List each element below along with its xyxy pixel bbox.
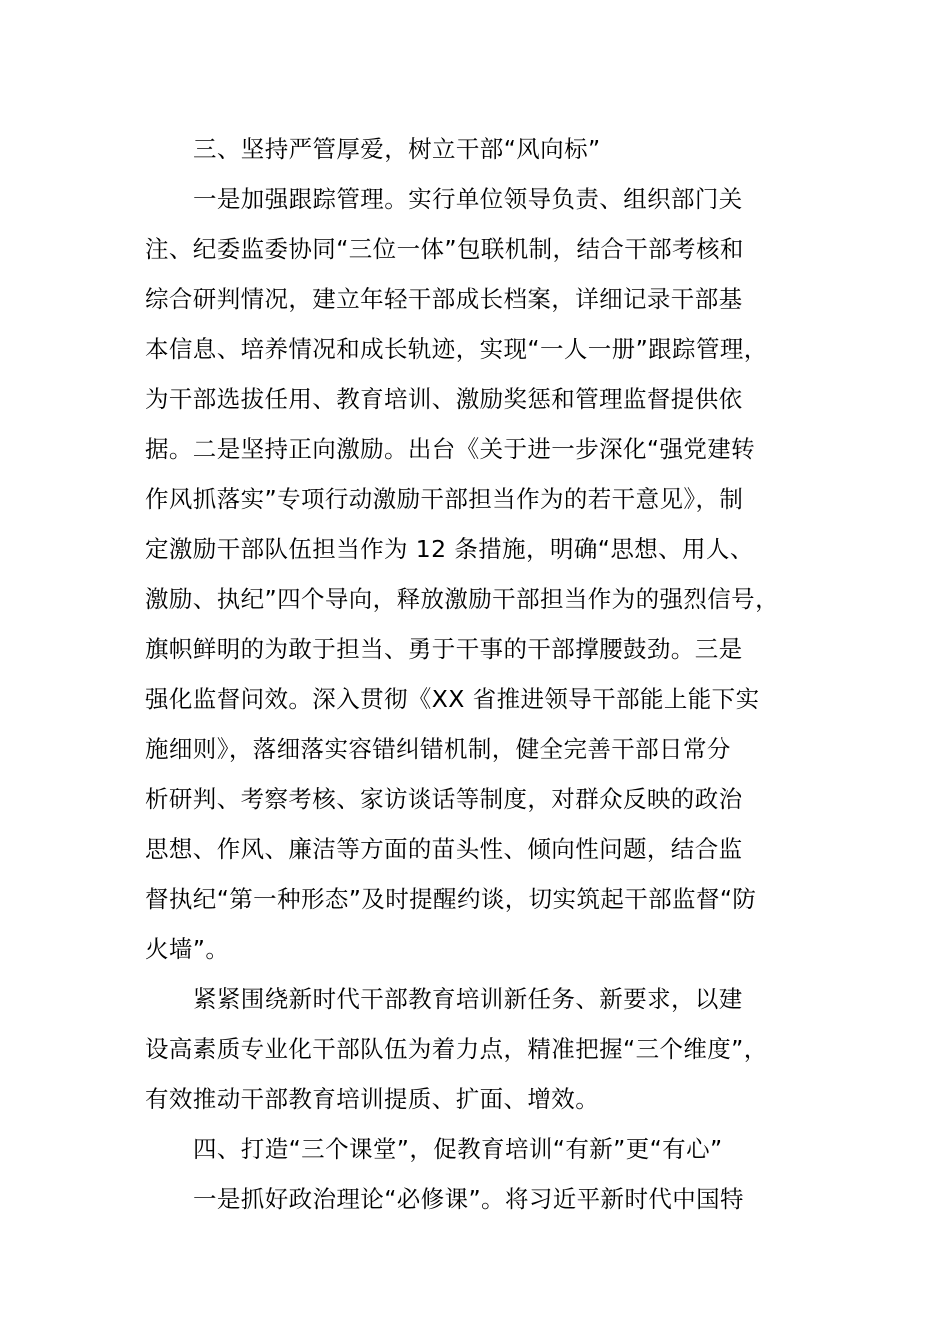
- text-line: 旗帜鲜明的为敢于担当、勇于干事的干部撑腰鼓劲。三是: [145, 635, 743, 663]
- text-line: 本信息、培养情况和成长轨迹，实现“一人一册”跟踪管理，: [145, 335, 768, 363]
- text-line: 激励、执纪”四个导向，释放激励干部担当作为的强烈信号，: [145, 585, 779, 613]
- paragraph-training-intro: [145, 974, 835, 1124]
- text-line: 定激励干部队伍担当作为 12 条措施，明确“思想、用人、: [145, 535, 754, 563]
- section-heading-3: [145, 124, 835, 174]
- text-line: 督执纪“第一种形态”及时提醒约谈，切实筑起干部监督“防: [145, 885, 757, 913]
- text-line: 作风抓落实”专项行动激励干部担当作为的若干意见》，制: [145, 485, 744, 513]
- text-line: 火墙”。: [145, 935, 230, 963]
- text-line: 紧紧围绕新时代干部教育培训新任务、新要求，以建: [193, 985, 743, 1013]
- paragraph-political-theory: [145, 1174, 835, 1224]
- text-line: 有效推动干部教育培训提质、扩面、增效。: [145, 1085, 600, 1113]
- text-line: 注、纪委监委协同“三位一体”包联机制，结合干部考核和: [145, 235, 744, 263]
- text-line: 强化监督问效。深入贯彻《XX 省推进领导干部能上能下实: [145, 685, 760, 713]
- text-line: 施细则》，落细落实容错纠错机制，健全完善干部日常分: [145, 735, 731, 763]
- text-line: 为干部选拔任用、教育培训、激励奖惩和管理监督提供依: [145, 385, 743, 413]
- section-heading-3-text: 三、坚持严管厚爱，树立干部“风向标”: [193, 135, 601, 163]
- text-line: 设高素质专业化干部队伍为着力点，精准把握“三个维度”，: [145, 1035, 768, 1063]
- text-line: 一是抓好政治理论“必修课”。将习近平新时代中国特: [193, 1185, 744, 1213]
- document-body: [145, 124, 835, 1224]
- text-line: 一是加强跟踪管理。实行单位领导负责、组织部门关: [193, 185, 743, 213]
- text-line: 综合研判情况，建立年轻干部成长档案，详细记录干部基: [145, 285, 743, 313]
- paragraph-tracking-management: [145, 174, 835, 974]
- text-line: 析研判、考察考核、家访谈话等制度，对群众反映的政治: [145, 785, 743, 813]
- text-line: 思想、作风、廉洁等方面的苗头性、倾向性问题，结合监: [145, 835, 743, 863]
- section-heading-4-text: 四、打造“三个课堂”，促教育培训“有新”更“有心”: [193, 1135, 723, 1163]
- text-line: 据。二是坚持正向激励。出台《关于进一步深化“强党建转: [145, 435, 756, 463]
- section-heading-4: [145, 1124, 835, 1174]
